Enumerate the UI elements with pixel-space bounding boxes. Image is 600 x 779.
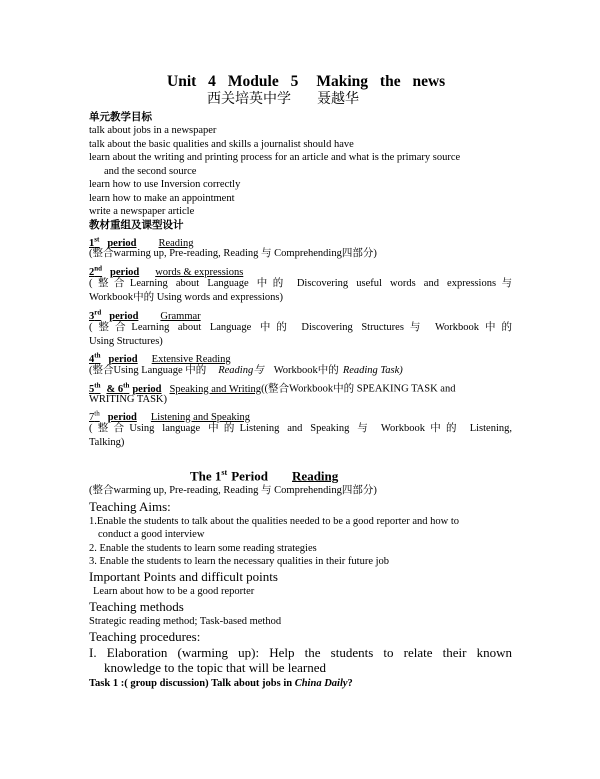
period-2-desc-cont: Workbook中的 Using words and expressions): [89, 292, 283, 303]
period-3-line: 3rd period Grammar: [89, 308, 201, 322]
school-author: 西关培英中学 聂越华: [207, 92, 359, 107]
period-2-desc: (整合Learning about Language 中的 Discovering useful words and expressions与: [89, 278, 512, 289]
teaching-aims-heading: Teaching Aims:: [89, 499, 171, 514]
goal-item: learn how to make an appointment: [89, 193, 235, 204]
first-period-title: The 1st Period Reading: [190, 468, 339, 484]
important-points-heading: Important Points and difficult points: [89, 569, 278, 584]
period-5-6-desc-cont: WRITING TASK): [89, 394, 167, 405]
period-4-desc: (整合Using Language 中的 Reading与 Workbook中的 Reading Task): [89, 365, 403, 376]
period-1-desc: (整合warming up, Pre-reading, Reading 与 Comprehending四部分): [89, 248, 377, 259]
first-period-integrate: (整合warming up, Pre-reading, Reading 与 Comprehending四部分): [89, 485, 377, 496]
period-5-6-line: 5th & 6th period Speaking and Writing((整合Workbook中的 SPEAKING TASK and: [89, 381, 456, 395]
design-heading: 教材重组及课型设计: [89, 220, 184, 231]
period-3-desc-cont: Using Structures): [89, 336, 163, 347]
period-4-line: 4th period Extensive Reading: [89, 351, 231, 365]
period-3-desc: (整合Learning about Language 中的 Discovering Structures与 Workbook中的: [89, 322, 512, 333]
aim-item: 2. Enable the students to learn some reading strategies: [89, 543, 317, 554]
aim-item-continued: conduct a good interview: [98, 529, 205, 540]
goal-item: learn how to use Inversion correctly: [89, 179, 241, 190]
document-title: Unit 4 Module 5 Making the news: [167, 73, 446, 90]
teaching-methods-text: Strategic reading method; Task-based method: [89, 616, 282, 627]
procedure-step-1: I. Elaboration (warming up): Help the students to relate their known: [89, 645, 512, 660]
procedure-step-1-cont: knowledge to the topic that will be learned: [104, 660, 327, 675]
goal-item: talk about jobs in a newspaper: [89, 125, 217, 136]
unit-goals-heading: 单元教学目标: [89, 112, 152, 123]
period-7-desc-cont: Talking): [89, 437, 125, 448]
goal-item: learn about the writing and printing process for an article and what is the primary source: [89, 152, 461, 163]
period-1-line: 1st period Reading: [89, 235, 194, 249]
task-1: Task 1 :( group discussion) Talk about jobs in China Daily?: [89, 678, 353, 689]
aim-item: 1.Enable the students to talk about the qualities needed to be a good reporter and how to: [89, 516, 460, 527]
important-points-text: Learn about how to be a good reporter: [93, 586, 255, 597]
aim-item: 3. Enable the students to learn the necessary qualities in their future job: [89, 556, 390, 567]
goal-item: talk about the basic qualities and skills a journalist should have: [89, 139, 354, 150]
teaching-methods-heading: Teaching methods: [89, 599, 184, 614]
teaching-procedures-heading: Teaching procedures:: [89, 629, 201, 644]
period-2-line: 2nd period words & expressions: [89, 264, 244, 278]
goal-item-continued: and the second source: [104, 166, 197, 177]
period-7-line: 7th period Listening and Speaking: [89, 409, 251, 423]
period-7-desc: (整合Using language 中的Listening and Speaking 与 Workbook中的 Listening,: [89, 423, 512, 434]
goal-item: write a newspaper article: [89, 206, 195, 217]
